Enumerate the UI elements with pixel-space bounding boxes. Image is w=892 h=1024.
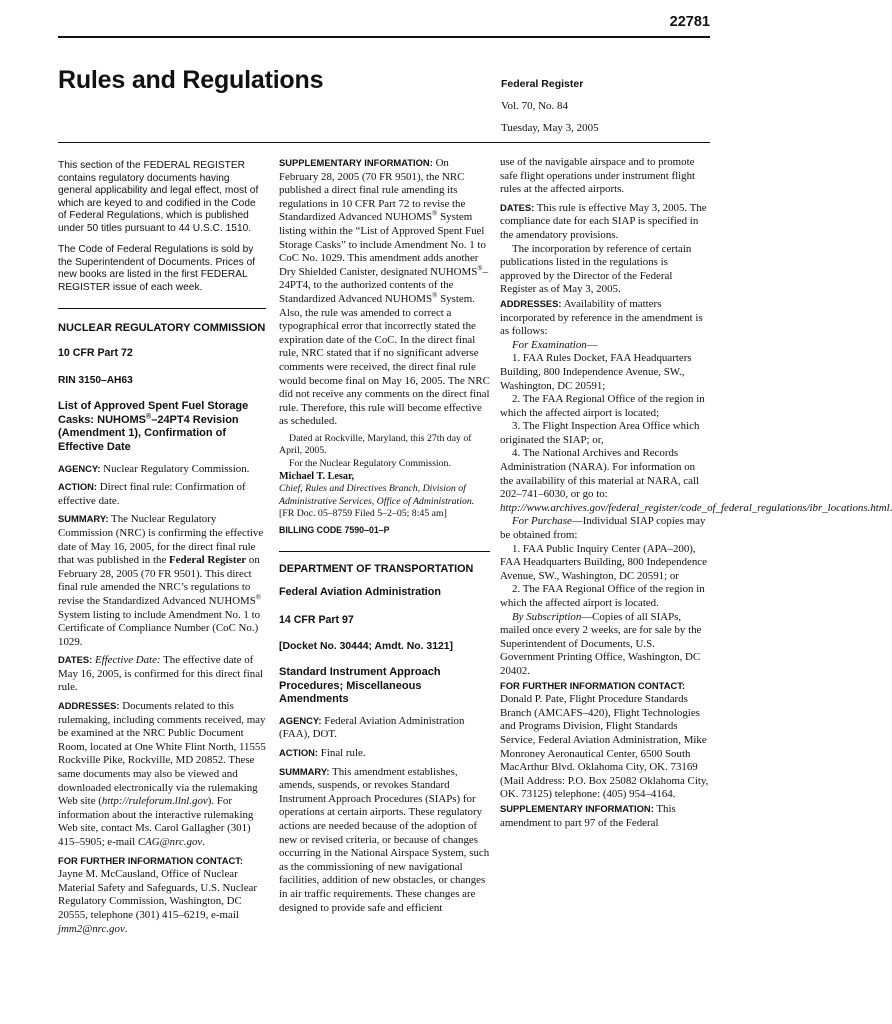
nrc-agency-field: AGENCY: Nuclear Regulatory Commission. — [58, 462, 250, 475]
column-2 — [279, 156, 490, 1012]
section-title: Rules and Regulations — [58, 66, 324, 94]
dated-line: Dated at Rockville, Maryland, this 27th day of April, 2005. — [279, 432, 472, 457]
cag-email-link[interactable]: CAG@nrc.gov — [137, 836, 203, 848]
column-3 — [500, 156, 890, 1012]
section-divider — [279, 551, 490, 552]
jmm2-email-link[interactable]: jmm2@nrc.gov — [58, 922, 125, 935]
section-divider — [58, 308, 266, 309]
issue-date: Tuesday, May 3, 2005 — [501, 122, 599, 134]
nrc-action-field: ACTION: Direct final rule: Confirmation of effective date. — [58, 481, 246, 507]
dot-summary-continued: use of the navigable airspace and to promote safe flight operations under instrument flight rules at the affected airports. — [500, 156, 696, 196]
header-rule — [58, 142, 710, 143]
dot-cfr-part: 14 CFR Part 97 — [279, 613, 354, 626]
exam-item-2: 2. The FAA Regional Office of the region in which the affected airport is located; — [500, 393, 705, 419]
dot-dates: DATES: This rule is effective May 3, 2005. The compliance date for each SIAP is specified in the amendatory provisions. — [500, 201, 707, 241]
dot-supplementary-info: SUPPLEMENTARY INFORMATION: This amendment to part 97 of the Federal — [500, 802, 676, 829]
dot-docket-number: [Docket No. 30444; Amdt. No. 3121] — [279, 641, 453, 653]
nrc-document-title: List of Approved Spent Fuel Storage Casks: NUHOMS®–24PT4 Revision (Amendment 1), Confirmation of Effective Date — [58, 400, 249, 453]
billing-code: BILLING CODE 7590–01–P — [279, 525, 390, 536]
signer-title: Chief, Rules and Directives Branch, Division of Administrative Services, Office of Administration. — [279, 483, 475, 507]
intro-paragraph-2: The Code of Federal Regulations is sold by the Superintendent of Documents. Prices of new books are listed in the first FEDERAL REGISTER issue of each week. — [58, 244, 256, 293]
nrc-addresses: ADDRESSES: Documents related to this rulemaking, including comments received, may be examined at the NRC Public Document Room, located at One White Flint North, 11555 Rockville Pike, Rockville, MD 20852. These same documents may also be viewed and downloaded electronically via the rulemaking Web site (http://ruleforum.llnl.gov). For information about the interactive rulemaking Web site, contact Ms. Carol Gallagher (301) 415–5905; e-mail CAG@nrc.gov. — [58, 700, 266, 848]
nrc-further-info: FOR FURTHER INFORMATION CONTACT: Jayne M. McCausland, Office of Nuclear Material Safety and Safeguards, U.S. Nuclear Regulatory Commission, Washington, DC 20555, telephone (301) 415–6219, e-mail jmm2@nrc.gov. — [58, 854, 257, 935]
dot-document-title: Standard Instrument Approach Procedures; Miscellaneous Amendments — [279, 666, 441, 706]
exam-item-1: 1. FAA Rules Docket, FAA Headquarters Building, 800 Independence Avenue, SW., Washington, DC 20591; — [500, 352, 692, 392]
signer-name: Michael T. Lesar, — [279, 470, 355, 482]
fr-doc-line: [FR Doc. 05–8759 Filed 5–2–05; 8:45 am] — [279, 508, 447, 520]
dot-summary: SUMMARY: This amendment establishes, amends, suspends, or revokes Standard Instrument Approach Procedures (SIAPs) for operations at certain airports. These regulatory actions are needed because of the adoption of new or revised criteria, or because of changes occurring in the National Airspace System, such as the commissioning of new navigational facilities, addition of new obstacles, or changes in air traffic requirements. These changes are designed to provide safe and efficient — [279, 765, 490, 914]
purchase-item-2: 2. The FAA Regional Office of the region in which the affected airport is located. — [500, 583, 705, 609]
nrc-rin: RIN 3150–AH63 — [58, 374, 133, 386]
by-subscription: By Subscription—Copies of all SIAPs, mailed once every 2 weeks, are for sale by the Superintendent of Documents, U.S. Government Printing Office, Washington, DC 20402. — [500, 610, 702, 677]
column-1 — [58, 160, 266, 1012]
volume-number: Vol. 70, No. 84 — [501, 100, 569, 112]
nrc-dates: DATES: Effective Date: The effective date of May 16, 2005, is confirmed for this direct final rule. — [58, 654, 264, 694]
dot-agency-field: AGENCY: Federal Aviation Administration (FAA), DOT. — [279, 714, 465, 741]
top-rule — [58, 36, 710, 38]
nrc-supplementary-info: SUPPLEMENTARY INFORMATION: On February 28, 2005 (70 FR 9501), the NRC published a direct final rule amending its regulations in 10 CFR Part 72 to revise the Standardized Advanced NUHOMS® System listing within the “List of Approved Spent Fuel Storage Casks” to include Amendment No. 1 to CoC No. 1029. This amendment adds another Dry Shielded Canister, designated NUHOMS®–24PT4, to the authorized contents of the Standardized Advanced NUHOMS® System. Also, the rule was amended to correct a typographical error that incorrectly stated the expiration date of the CoC. In the direct final rule, NRC stated that if no significant adverse comments were received, the direct final rule would become final on May 16, 2005. The NRC did not receive any comments on the direct final rule. Therefore, this rule will become effective as scheduled. — [279, 157, 490, 428]
exam-item-3: 3. The Flight Inspection Area Office which originated the SIAP; or, — [500, 420, 700, 446]
for-examination: For Examination— — [512, 338, 598, 351]
dot-further-info: FOR FURTHER INFORMATION CONTACT: Donald P. Pate, Flight Procedure Standards Branch (AMCAFS–420), Flight Technologies and Programs Division, Flight Standards Service, Federal Aviation Administration, Mike Monroney Aeronautical Center, 6500 South MacArthur Blvd. Oklahoma City, OK. 73169 (Mail Address: P.O. Box 25082 Oklahoma City, OK. 73125) telephone: (405) 954–4164. — [500, 679, 709, 801]
faa-subagency-heading: Federal Aviation Administration — [279, 586, 441, 599]
archives-link[interactable]: http://www.archives.gov/federal_register/code_of_federal_regulations/ibr_locations.html — [500, 501, 890, 514]
masthead — [501, 73, 599, 139]
page-number: 22781 — [669, 14, 710, 30]
publication-name: Federal Register — [501, 78, 584, 90]
nrc-summary: SUMMARY: The Nuclear Regulatory Commission (NRC) is confirming the effective date of May 16, 2005, for the direct final rule that was published in the Federal Register on February 28, 2005 (70 FR 9501). This direct final rule amended the NRC’s regulations to revise the Standardized Advanced NUHOMS® System listing to include Amendment No. 1 to Certificate of Compliance Number (CoC No.) 1029. — [58, 513, 264, 648]
dot-department-heading: DEPARTMENT OF TRANSPORTATION — [279, 562, 474, 575]
exam-item-4: 4. The National Archives and Records Administration (NARA). For information on the availability of this material at NARA, call 202–741–6030, or go to: http://www.archives.gov/federal_register/code_of_federal_regulations/ibr_locations.html — [500, 447, 890, 514]
purchase-item-1: 1. FAA Public Inquiry Center (APA–200), FAA Headquarters Building, 800 Independence Avenue, SW., Washington, DC 20591; or — [500, 542, 707, 582]
dot-addresses: ADDRESSES: Availability of matters incorporated by reference in the amendment is as follows: — [500, 297, 703, 338]
for-commission-line: For the Nuclear Regulatory Commission. — [289, 458, 451, 470]
ruleforum-link[interactable]: http://ruleforum.llnl.gov — [101, 795, 208, 808]
intro-paragraph-1: This section of the FEDERAL REGISTER contains regulatory documents having general applicability and legal effect, most of which are keyed to and codified in the Code of Federal Regulations, which is published under 50 titles pursuant to 44 U.S.C. 1510. — [58, 160, 259, 234]
for-purchase: For Purchase—Individual SIAP copies may be obtained from: — [500, 515, 706, 542]
nrc-agency-heading: NUCLEAR REGULATORY COMMISSION — [58, 322, 266, 334]
dot-incorporation: The incorporation by reference of certain publications listed in the regulations is approved by the Director of the Federal Register as of May 3, 2005. — [500, 242, 692, 296]
dot-action-field: ACTION: Final rule. — [279, 746, 366, 759]
nrc-cfr-part: 10 CFR Part 72 — [58, 347, 133, 359]
